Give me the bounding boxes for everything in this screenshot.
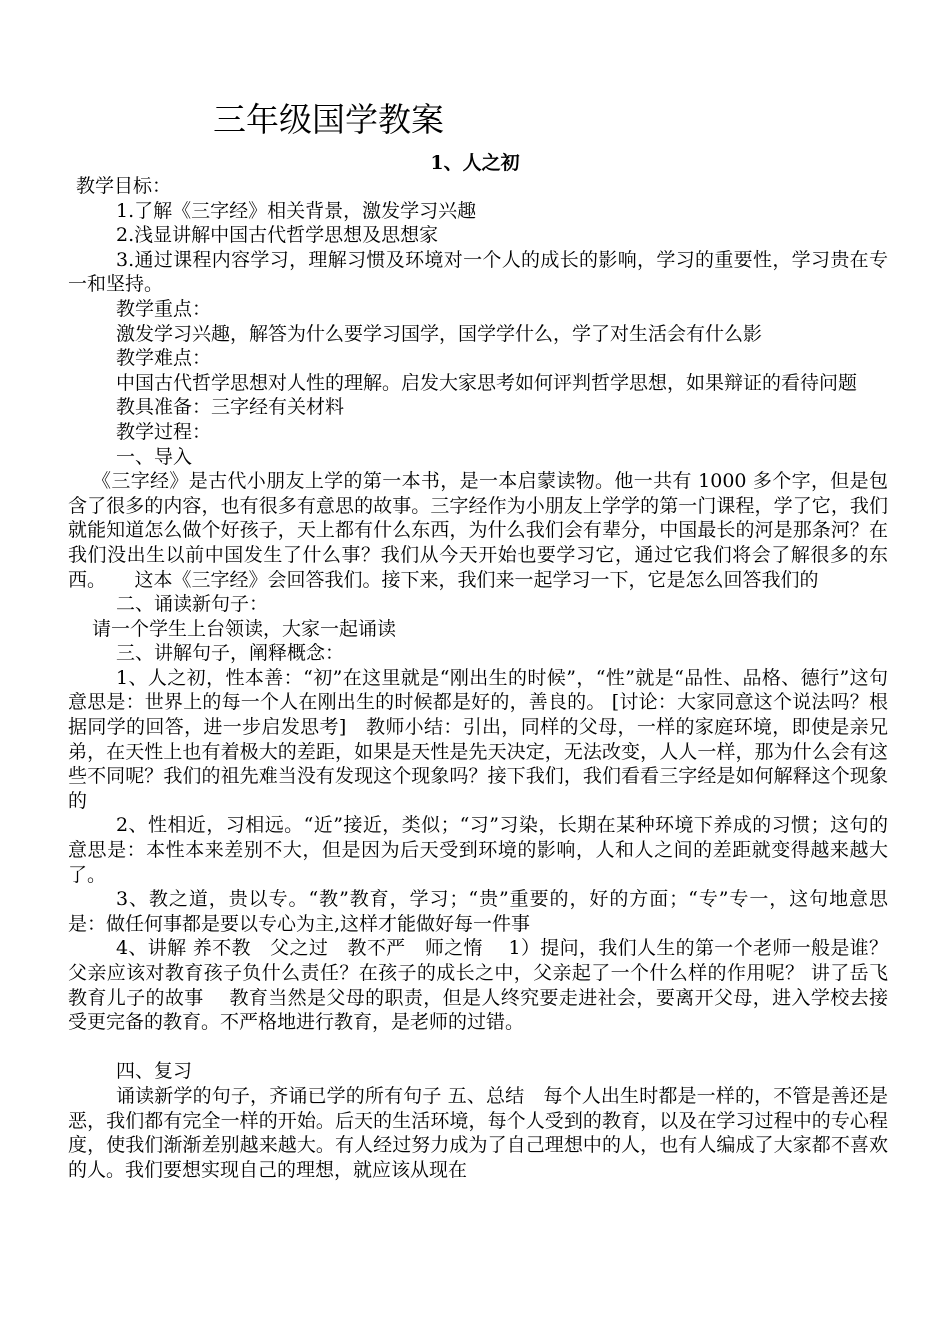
paragraph-objectives-heading: 教学目标：	[76, 175, 172, 197]
paragraph-review-summary: 诵读新学的句子，齐诵已学的所有句子 五、总结 每个人出生时都是一样的，不管是善还是恶，我们都有完全一样的开始。后天的生活环境，每个人受到的教育，以及在学习过程中的专心程度，使我们渐渐差别越来越大。有人经过努力成为了自己理想中的人，也有人编成了大家都不喜欢的人。我们要想实现自己的理想，就应该从现在	[68, 1084, 888, 1181]
paragraph-explanation-4: 4、讲解 养不教 父之过 教不严 师之惰 1）提问，我们人生的第一个老师一般是谁？父亲应该对教育孩子负什么责任？在孩子的成长之中，父亲起了一个什么样的作用呢？ 讲了岳飞教育儿子的故事 教育当然是父母的职责，但是人终究要走进社会，要离开父母，进入学校去接受更完备的教育。不严格地进行教育，是老师的过错。	[68, 937, 888, 1034]
blank-line	[68, 1035, 888, 1060]
paragraph-explanation-3: 3、教之道，贵以专。“教”教育，学习；“贵”重要的，好的方面；“专”专一，这句地意思是：做任何事都是要以专心为主,这样才能做好每一件事	[68, 888, 888, 935]
paragraph-materials: 教具准备：三字经有关材料	[116, 396, 345, 419]
lesson-title: 1、人之初	[430, 152, 520, 174]
paragraph-key-points-heading: 教学重点：	[116, 297, 212, 320]
paragraph-difficulties: 中国古代哲学思想对人性的理解。启发大家思考如何评判哲学思想，如果辩证的看待问题	[116, 371, 858, 394]
paragraph-explanation-1: 1、人之初，性本善：“初”在这里就是“刚出生的时候”，“性”就是“品性、品格、德行”这句意思是：世界上的每一个人在刚出生的时候都是好的，善良的。 [讨论：大家同意这个说法吗？根据同学的回答，进一步启发思考] 教师小结：引出，同样的父母，一样的家庭环境，即使是亲兄弟，在天性上也有着极大的差距，如果是天性是先天决定，无法改变，人人一样，那为什么会有这些不同呢？我们的祖先难当没有发现这个现象吗？接下我们，我们看看三字经是如何解释这个现象的	[68, 666, 888, 812]
paragraph-introduction: 《三字经》是古代小朋友上学的第一本书，是一本启蒙读物。他一共有 1000 多个字，但是包含了很多的内容，也有很多有意思的故事。三字经作为小朋友上学学的第一门课程，学了它，我们就能知道怎么做个好孩子，天上都有什么东西，为什么我们会有辈分，中国最长的河是那条河？在我们没出生以前中国发生了什么事？我们从今天开始也要学习它，通过它我们将会了解很多的东西。 这本《三字经》会回答我们。接下来，我们来一起学习一下，它是怎么回答我们的	[68, 470, 888, 591]
paragraph-section-3-heading: 三、讲解句子，阐释概念：	[116, 642, 345, 665]
paragraph-difficulties-heading: 教学难点：	[116, 347, 212, 370]
paragraph-objective-1: 1.了解《三字经》相关背景，激发学习兴趣	[116, 199, 477, 222]
paragraph-objective-2: 2.浅显讲解中国古代哲学思想及思想家	[116, 224, 439, 247]
document-title: 三年级国学教案	[213, 100, 444, 139]
paragraph-section-4-heading: 四、复习	[116, 1060, 193, 1083]
paragraph-recitation: 请一个学生上台领读，大家一起诵读	[92, 617, 397, 640]
document-body	[68, 174, 888, 1182]
paragraph-key-points: 激发学习兴趣，解答为什么要学习国学，国学学什么，学了对生活会有什么影	[116, 322, 763, 345]
paragraph-process-heading: 教学过程：	[116, 420, 212, 443]
paragraph-objective-3: 3.通过课程内容学习，理解习惯及环境对一个人的成长的影响，学习的重要性，学习贵在专一和坚持。	[68, 248, 888, 296]
paragraph-section-1-heading: 一、导入	[116, 445, 193, 468]
paragraph-explanation-2: 2、性相近，习相远。“近”接近，类似；“习”习染，长期在某种环境下养成的习惯；这句的意思是：本性本来差别不大，但是因为后天受到环境的影响，人和人之间的差距就变得越来越大了。	[68, 814, 888, 886]
paragraph-section-2-heading: 二、诵读新句子：	[116, 593, 269, 616]
